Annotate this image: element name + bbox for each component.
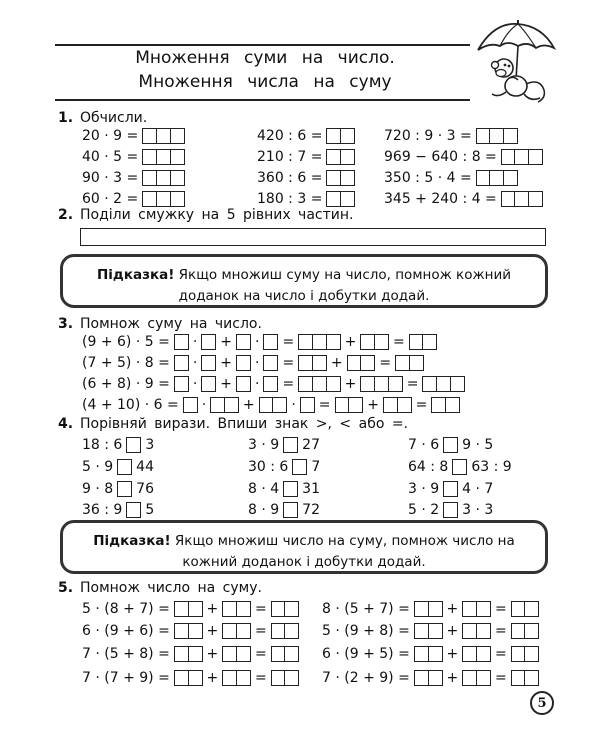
task4-item xyxy=(246,499,322,521)
answer-boxes[interactable] xyxy=(174,646,203,662)
answer-boxes[interactable] xyxy=(462,601,491,617)
operator-symbol: + xyxy=(220,355,232,371)
answer-box[interactable] xyxy=(126,437,141,453)
answer-boxes[interactable] xyxy=(222,646,251,662)
task1-expression: 40 · 5 = xyxy=(82,149,139,165)
answer-boxes[interactable] xyxy=(201,376,216,392)
task1-answer-boxes[interactable] xyxy=(142,149,184,165)
task4-item xyxy=(406,499,495,521)
compare-sign-box[interactable] xyxy=(283,502,298,518)
answer-boxes[interactable] xyxy=(174,601,203,617)
answer-box[interactable] xyxy=(476,601,491,617)
task5-item xyxy=(80,598,301,620)
hint-box-2 xyxy=(60,520,548,574)
compare-right: 9 · 5 xyxy=(462,437,494,453)
header-rule-bottom xyxy=(55,99,470,101)
task5-expression: 6 · (9 + 6) = xyxy=(82,623,170,639)
operator-symbol: + xyxy=(220,376,232,392)
task1-expression: 210 : 7 = xyxy=(257,149,323,165)
compare-left: 3 · 9 xyxy=(248,437,280,453)
task5-expression: 5 · (8 + 7) = xyxy=(82,601,170,617)
hint1-bold: Підказка! xyxy=(97,267,175,283)
compare-left: 18 : 6 xyxy=(82,437,123,453)
answer-box[interactable] xyxy=(450,376,465,392)
compare-sign-box[interactable] xyxy=(292,459,307,475)
answer-boxes[interactable] xyxy=(236,334,251,350)
answer-box[interactable] xyxy=(174,334,189,350)
answer-boxes[interactable] xyxy=(271,646,300,662)
division-strip[interactable] xyxy=(80,228,546,246)
task2-label: Поділи смужку на 5 рівних частин. xyxy=(80,207,354,223)
answer-box[interactable] xyxy=(528,149,543,165)
answer-boxes[interactable] xyxy=(511,670,540,686)
answer-box[interactable] xyxy=(236,670,251,686)
operator-symbol: · xyxy=(255,334,260,350)
hint-box-1 xyxy=(60,254,548,308)
task3-expression: (4 + 10) · 6 = xyxy=(82,397,179,413)
answer-box[interactable] xyxy=(528,191,543,207)
answer-boxes[interactable] xyxy=(236,376,251,392)
task5-label: Помнож число на суму. xyxy=(80,580,262,596)
operator-symbol: = xyxy=(254,646,267,662)
answer-boxes[interactable] xyxy=(414,646,443,662)
answer-boxes[interactable] xyxy=(222,670,251,686)
operator-symbol: + xyxy=(344,376,357,392)
operator-symbol: = xyxy=(393,334,405,350)
answer-box[interactable] xyxy=(188,646,203,662)
answer-box[interactable] xyxy=(188,670,203,686)
answer-boxes[interactable] xyxy=(236,355,251,371)
answer-box[interactable] xyxy=(201,334,216,350)
answer-box[interactable] xyxy=(476,646,491,662)
compare-right: 31 xyxy=(302,481,320,497)
answer-box[interactable] xyxy=(503,170,518,186)
operator-symbol: · xyxy=(255,355,260,371)
task1-answer-boxes[interactable] xyxy=(476,170,518,186)
compare-sign-box[interactable] xyxy=(126,502,141,518)
operator-symbol: · xyxy=(201,397,207,413)
task3-item xyxy=(80,352,426,374)
answer-box[interactable] xyxy=(428,601,443,617)
answer-box[interactable] xyxy=(388,376,403,392)
task4-item xyxy=(406,478,495,500)
answer-boxes[interactable] xyxy=(298,376,340,392)
page-title-line1: Множення суми на число. xyxy=(135,48,395,68)
operator-symbol: = xyxy=(254,670,267,686)
answer-box[interactable] xyxy=(340,128,355,144)
answer-box[interactable] xyxy=(476,623,491,639)
operator-symbol: = xyxy=(282,334,295,350)
answer-boxes[interactable] xyxy=(263,376,278,392)
task5-item xyxy=(320,598,541,620)
compare-right: 5 xyxy=(145,502,155,518)
hint2-text: Якщо множиш число на суму, помнож число на кожний доданок і добутки додай. xyxy=(170,533,515,570)
answer-boxes[interactable] xyxy=(511,623,540,639)
answer-boxes[interactable] xyxy=(335,397,364,413)
compare-sign-box[interactable] xyxy=(443,502,458,518)
answer-boxes[interactable] xyxy=(511,646,540,662)
task3-expression: (6 + 8) · 9 = xyxy=(82,376,170,392)
operator-symbol: = xyxy=(379,355,392,371)
task1-item xyxy=(255,125,357,147)
hint1-text: Якщо множиш суму на число, помнож кожний доданок на число і добутки додай. xyxy=(174,267,511,304)
task3-expression: (7 + 5) · 8 = xyxy=(82,355,170,371)
answer-box[interactable] xyxy=(409,355,424,371)
answer-boxes[interactable] xyxy=(201,355,216,371)
task5-expression: 6 · (9 + 5) = xyxy=(322,646,410,662)
answer-box[interactable] xyxy=(428,646,443,662)
answer-box[interactable] xyxy=(263,376,278,392)
task1-item xyxy=(80,146,187,168)
compare-left: 7 · 6 xyxy=(408,437,440,453)
answer-box[interactable] xyxy=(263,355,278,371)
answer-boxes[interactable] xyxy=(298,334,340,350)
answer-boxes[interactable] xyxy=(174,355,189,371)
task1-answer-boxes[interactable] xyxy=(326,128,355,144)
compare-left: 9 · 8 xyxy=(82,481,114,497)
answer-box[interactable] xyxy=(283,437,298,453)
compare-left: 64 : 8 xyxy=(408,459,449,475)
answer-boxes[interactable] xyxy=(201,334,216,350)
task4-item xyxy=(406,456,514,478)
answer-box[interactable] xyxy=(524,646,539,662)
task1-answer-boxes[interactable] xyxy=(501,191,543,207)
operator-symbol: + xyxy=(446,601,459,617)
answer-box[interactable] xyxy=(236,623,251,639)
answer-boxes[interactable] xyxy=(263,355,278,371)
operator-symbol: = xyxy=(406,376,419,392)
operator-symbol: + xyxy=(446,646,459,662)
task5-item xyxy=(320,620,541,642)
task1-expression: 180 : 3 = xyxy=(257,191,323,207)
operator-symbol: + xyxy=(242,397,255,413)
task5-item xyxy=(320,643,541,665)
answer-box[interactable] xyxy=(443,502,458,518)
answer-box[interactable] xyxy=(340,170,355,186)
task1-answer-boxes[interactable] xyxy=(326,191,355,207)
answer-box[interactable] xyxy=(422,334,437,350)
answer-box[interactable] xyxy=(188,623,203,639)
task5-item xyxy=(80,620,301,642)
answer-box[interactable] xyxy=(524,670,539,686)
answer-box[interactable] xyxy=(284,646,299,662)
answer-box[interactable] xyxy=(397,397,412,413)
answer-box[interactable] xyxy=(428,670,443,686)
task5-expression: 7 · (7 + 9) = xyxy=(82,670,170,686)
compare-left: 8 · 9 xyxy=(248,502,280,518)
answer-boxes[interactable] xyxy=(431,397,460,413)
task1-number: 1. xyxy=(58,110,74,126)
answer-boxes[interactable] xyxy=(511,601,540,617)
task1-answer-boxes[interactable] xyxy=(142,128,184,144)
operator-symbol: + xyxy=(206,601,219,617)
task1-expression: 969 − 640 : 8 = xyxy=(384,149,497,165)
compare-sign-box[interactable] xyxy=(117,481,132,497)
header-rule-top xyxy=(55,44,470,46)
answer-box[interactable] xyxy=(284,601,299,617)
answer-boxes[interactable] xyxy=(462,646,491,662)
task3-item xyxy=(80,331,439,353)
compare-right: 76 xyxy=(136,481,154,497)
answer-box[interactable] xyxy=(476,670,491,686)
task1-answer-boxes[interactable] xyxy=(476,128,518,144)
operator-symbol: + xyxy=(446,623,459,639)
compare-left: 30 : 6 xyxy=(248,459,289,475)
answer-boxes[interactable] xyxy=(395,355,424,371)
answer-box[interactable] xyxy=(445,397,460,413)
answer-box[interactable] xyxy=(428,623,443,639)
compare-right: 72 xyxy=(302,502,320,518)
answer-boxes[interactable] xyxy=(462,623,491,639)
task5-item xyxy=(80,643,301,665)
answer-boxes[interactable] xyxy=(271,670,300,686)
task5-expression: 8 · (5 + 7) = xyxy=(322,601,410,617)
task1-expression: 60 · 2 = xyxy=(82,191,139,207)
answer-box[interactable] xyxy=(300,397,315,413)
answer-boxes[interactable] xyxy=(300,397,315,413)
operator-symbol: = xyxy=(494,646,507,662)
task3-label: Помнож суму на число. xyxy=(80,316,262,332)
task1-expression: 350 : 5 · 4 = xyxy=(384,170,472,186)
page-title-line2: Множення числа на суму xyxy=(138,72,392,92)
task4-number: 4. xyxy=(58,416,74,432)
operator-symbol: = xyxy=(254,601,267,617)
task2-number: 2. xyxy=(58,207,74,223)
task1-answer-boxes[interactable] xyxy=(326,149,355,165)
operator-symbol: + xyxy=(367,397,379,413)
task5-expression: 7 · (2 + 9) = xyxy=(322,670,410,686)
compare-sign-box[interactable] xyxy=(283,437,298,453)
task1-item xyxy=(80,167,187,189)
answer-boxes[interactable] xyxy=(414,670,443,686)
answer-box[interactable] xyxy=(374,334,389,350)
compare-right: 3 xyxy=(145,437,155,453)
task1-expression: 360 : 6 = xyxy=(257,170,323,186)
compare-right: 4 · 7 xyxy=(462,481,494,497)
task1-expression: 20 · 9 = xyxy=(82,128,139,144)
compare-sign-box[interactable] xyxy=(117,459,132,475)
compare-right: 63 : 9 xyxy=(471,459,512,475)
operator-symbol: · xyxy=(192,376,198,392)
task1-answer-boxes[interactable] xyxy=(326,170,355,186)
compare-left: 3 · 9 xyxy=(408,481,440,497)
answer-box[interactable] xyxy=(272,397,287,413)
task1-expression: 420 : 6 = xyxy=(257,128,323,144)
task4-item xyxy=(80,456,156,478)
answer-box[interactable] xyxy=(188,601,203,617)
answer-boxes[interactable] xyxy=(183,397,198,413)
answer-box[interactable] xyxy=(126,502,141,518)
operator-symbol: = xyxy=(494,601,507,617)
task4-item xyxy=(80,478,156,500)
task1-label: Обчисли. xyxy=(80,110,148,126)
answer-box[interactable] xyxy=(503,128,518,144)
compare-right: 3 · 3 xyxy=(462,502,494,518)
answer-box[interactable] xyxy=(452,459,467,475)
answer-boxes[interactable] xyxy=(360,334,389,350)
answer-box[interactable] xyxy=(236,355,251,371)
compare-right: 27 xyxy=(302,437,320,453)
compare-left: 5 · 2 xyxy=(408,502,440,518)
page-number: 5 xyxy=(530,691,554,715)
task5-item xyxy=(320,667,541,689)
operator-symbol: + xyxy=(206,646,219,662)
answer-boxes[interactable] xyxy=(462,670,491,686)
task1-item xyxy=(80,125,187,147)
hint2-bold: Підказка! xyxy=(93,533,171,549)
answer-boxes[interactable] xyxy=(414,623,443,639)
answer-boxes[interactable] xyxy=(174,334,189,350)
operator-symbol: = xyxy=(494,670,507,686)
operator-symbol: = xyxy=(494,623,507,639)
task1-expression: 720 : 9 · 3 = xyxy=(384,128,472,144)
task3-item xyxy=(80,394,462,416)
answer-box[interactable] xyxy=(224,397,239,413)
answer-boxes[interactable] xyxy=(298,355,327,371)
task1-item xyxy=(255,167,357,189)
task1-item xyxy=(382,167,520,189)
operator-symbol: = xyxy=(282,355,295,371)
answer-box[interactable] xyxy=(348,397,363,413)
answer-box[interactable] xyxy=(283,481,298,497)
task4-item xyxy=(246,434,322,456)
task5-expression: 5 · (9 + 8) = xyxy=(322,623,410,639)
task4-item xyxy=(246,456,322,478)
operator-symbol: = xyxy=(318,397,331,413)
compare-right: 44 xyxy=(136,459,154,475)
compare-sign-box[interactable] xyxy=(443,437,458,453)
answer-boxes[interactable] xyxy=(222,601,251,617)
answer-boxes[interactable] xyxy=(347,355,376,371)
operator-symbol: · xyxy=(192,355,198,371)
operator-symbol: · xyxy=(192,334,198,350)
answer-box[interactable] xyxy=(117,459,132,475)
task4-item xyxy=(246,478,322,500)
answer-boxes[interactable] xyxy=(271,623,300,639)
answer-box[interactable] xyxy=(201,355,216,371)
task1-answer-boxes[interactable] xyxy=(501,149,543,165)
answer-box[interactable] xyxy=(117,481,132,497)
task3-expression: (9 + 6) · 5 = xyxy=(82,334,170,350)
compare-sign-box[interactable] xyxy=(283,481,298,497)
task1-item xyxy=(382,146,545,168)
answer-box[interactable] xyxy=(263,334,278,350)
answer-box[interactable] xyxy=(443,481,458,497)
answer-box[interactable] xyxy=(340,191,355,207)
answer-box[interactable] xyxy=(326,376,341,392)
compare-sign-box[interactable] xyxy=(452,459,467,475)
operator-symbol: = xyxy=(415,397,428,413)
operator-symbol: + xyxy=(206,670,219,686)
task4-item xyxy=(80,499,156,521)
operator-symbol: + xyxy=(344,334,357,350)
task1-expression: 90 · 3 = xyxy=(82,170,139,186)
answer-box[interactable] xyxy=(174,376,189,392)
operator-symbol: = xyxy=(282,376,295,392)
operator-symbol: · xyxy=(291,397,296,413)
answer-box[interactable] xyxy=(236,601,251,617)
answer-box[interactable] xyxy=(524,601,539,617)
task1-item xyxy=(382,125,520,147)
answer-boxes[interactable] xyxy=(174,670,203,686)
answer-box[interactable] xyxy=(340,149,355,165)
answer-box[interactable] xyxy=(170,170,185,186)
answer-box[interactable] xyxy=(201,376,216,392)
task1-answer-boxes[interactable] xyxy=(142,170,184,186)
answer-box[interactable] xyxy=(170,128,185,144)
task5-item xyxy=(80,667,301,689)
task1-item xyxy=(382,188,545,210)
answer-box[interactable] xyxy=(236,646,251,662)
answer-box[interactable] xyxy=(360,355,375,371)
operator-symbol: + xyxy=(206,623,219,639)
answer-boxes[interactable] xyxy=(383,397,412,413)
task1-expression: 345 + 240 : 4 = xyxy=(384,191,497,207)
compare-sign-box[interactable] xyxy=(443,481,458,497)
answer-box[interactable] xyxy=(174,355,189,371)
answer-box[interactable] xyxy=(292,459,307,475)
answer-boxes[interactable] xyxy=(414,601,443,617)
answer-boxes[interactable] xyxy=(174,623,203,639)
answer-box[interactable] xyxy=(312,355,327,371)
compare-right: 7 xyxy=(311,459,321,475)
answer-boxes[interactable] xyxy=(174,376,189,392)
compare-left: 36 : 9 xyxy=(82,502,123,518)
answer-box[interactable] xyxy=(524,623,539,639)
task4-item xyxy=(80,434,156,456)
answer-boxes[interactable] xyxy=(271,601,300,617)
operator-symbol: + xyxy=(220,334,232,350)
answer-box[interactable] xyxy=(284,670,299,686)
answer-boxes[interactable] xyxy=(422,376,464,392)
answer-box[interactable] xyxy=(236,334,251,350)
answer-box[interactable] xyxy=(183,397,198,413)
answer-boxes[interactable] xyxy=(259,397,288,413)
task3-number: 3. xyxy=(58,316,74,332)
compare-sign-box[interactable] xyxy=(126,437,141,453)
compare-left: 5 · 9 xyxy=(82,459,114,475)
answer-box[interactable] xyxy=(236,376,251,392)
task1-item xyxy=(255,146,357,168)
task4-label: Порівняй вирази. Впиши знак >, < або =. xyxy=(80,416,409,432)
operator-symbol: + xyxy=(330,355,343,371)
operator-symbol: + xyxy=(446,670,459,686)
answer-box[interactable] xyxy=(326,334,341,350)
compare-left: 8 · 4 xyxy=(248,481,280,497)
operator-symbol: · xyxy=(255,376,260,392)
task5-number: 5. xyxy=(58,580,74,596)
task1-answer-boxes[interactable] xyxy=(142,191,184,207)
operator-symbol: = xyxy=(254,623,267,639)
answer-box[interactable] xyxy=(170,149,185,165)
task3-item xyxy=(80,373,467,395)
answer-box[interactable] xyxy=(284,623,299,639)
answer-boxes[interactable] xyxy=(222,623,251,639)
answer-boxes[interactable] xyxy=(263,334,278,350)
answer-box[interactable] xyxy=(170,191,185,207)
answer-boxes[interactable] xyxy=(409,334,438,350)
monkey-umbrella-illustration xyxy=(470,18,562,110)
answer-box[interactable] xyxy=(283,502,298,518)
answer-boxes[interactable] xyxy=(360,376,402,392)
answer-box[interactable] xyxy=(443,437,458,453)
task4-item xyxy=(406,434,495,456)
task5-expression: 7 · (5 + 8) = xyxy=(82,646,170,662)
answer-boxes[interactable] xyxy=(210,397,239,413)
